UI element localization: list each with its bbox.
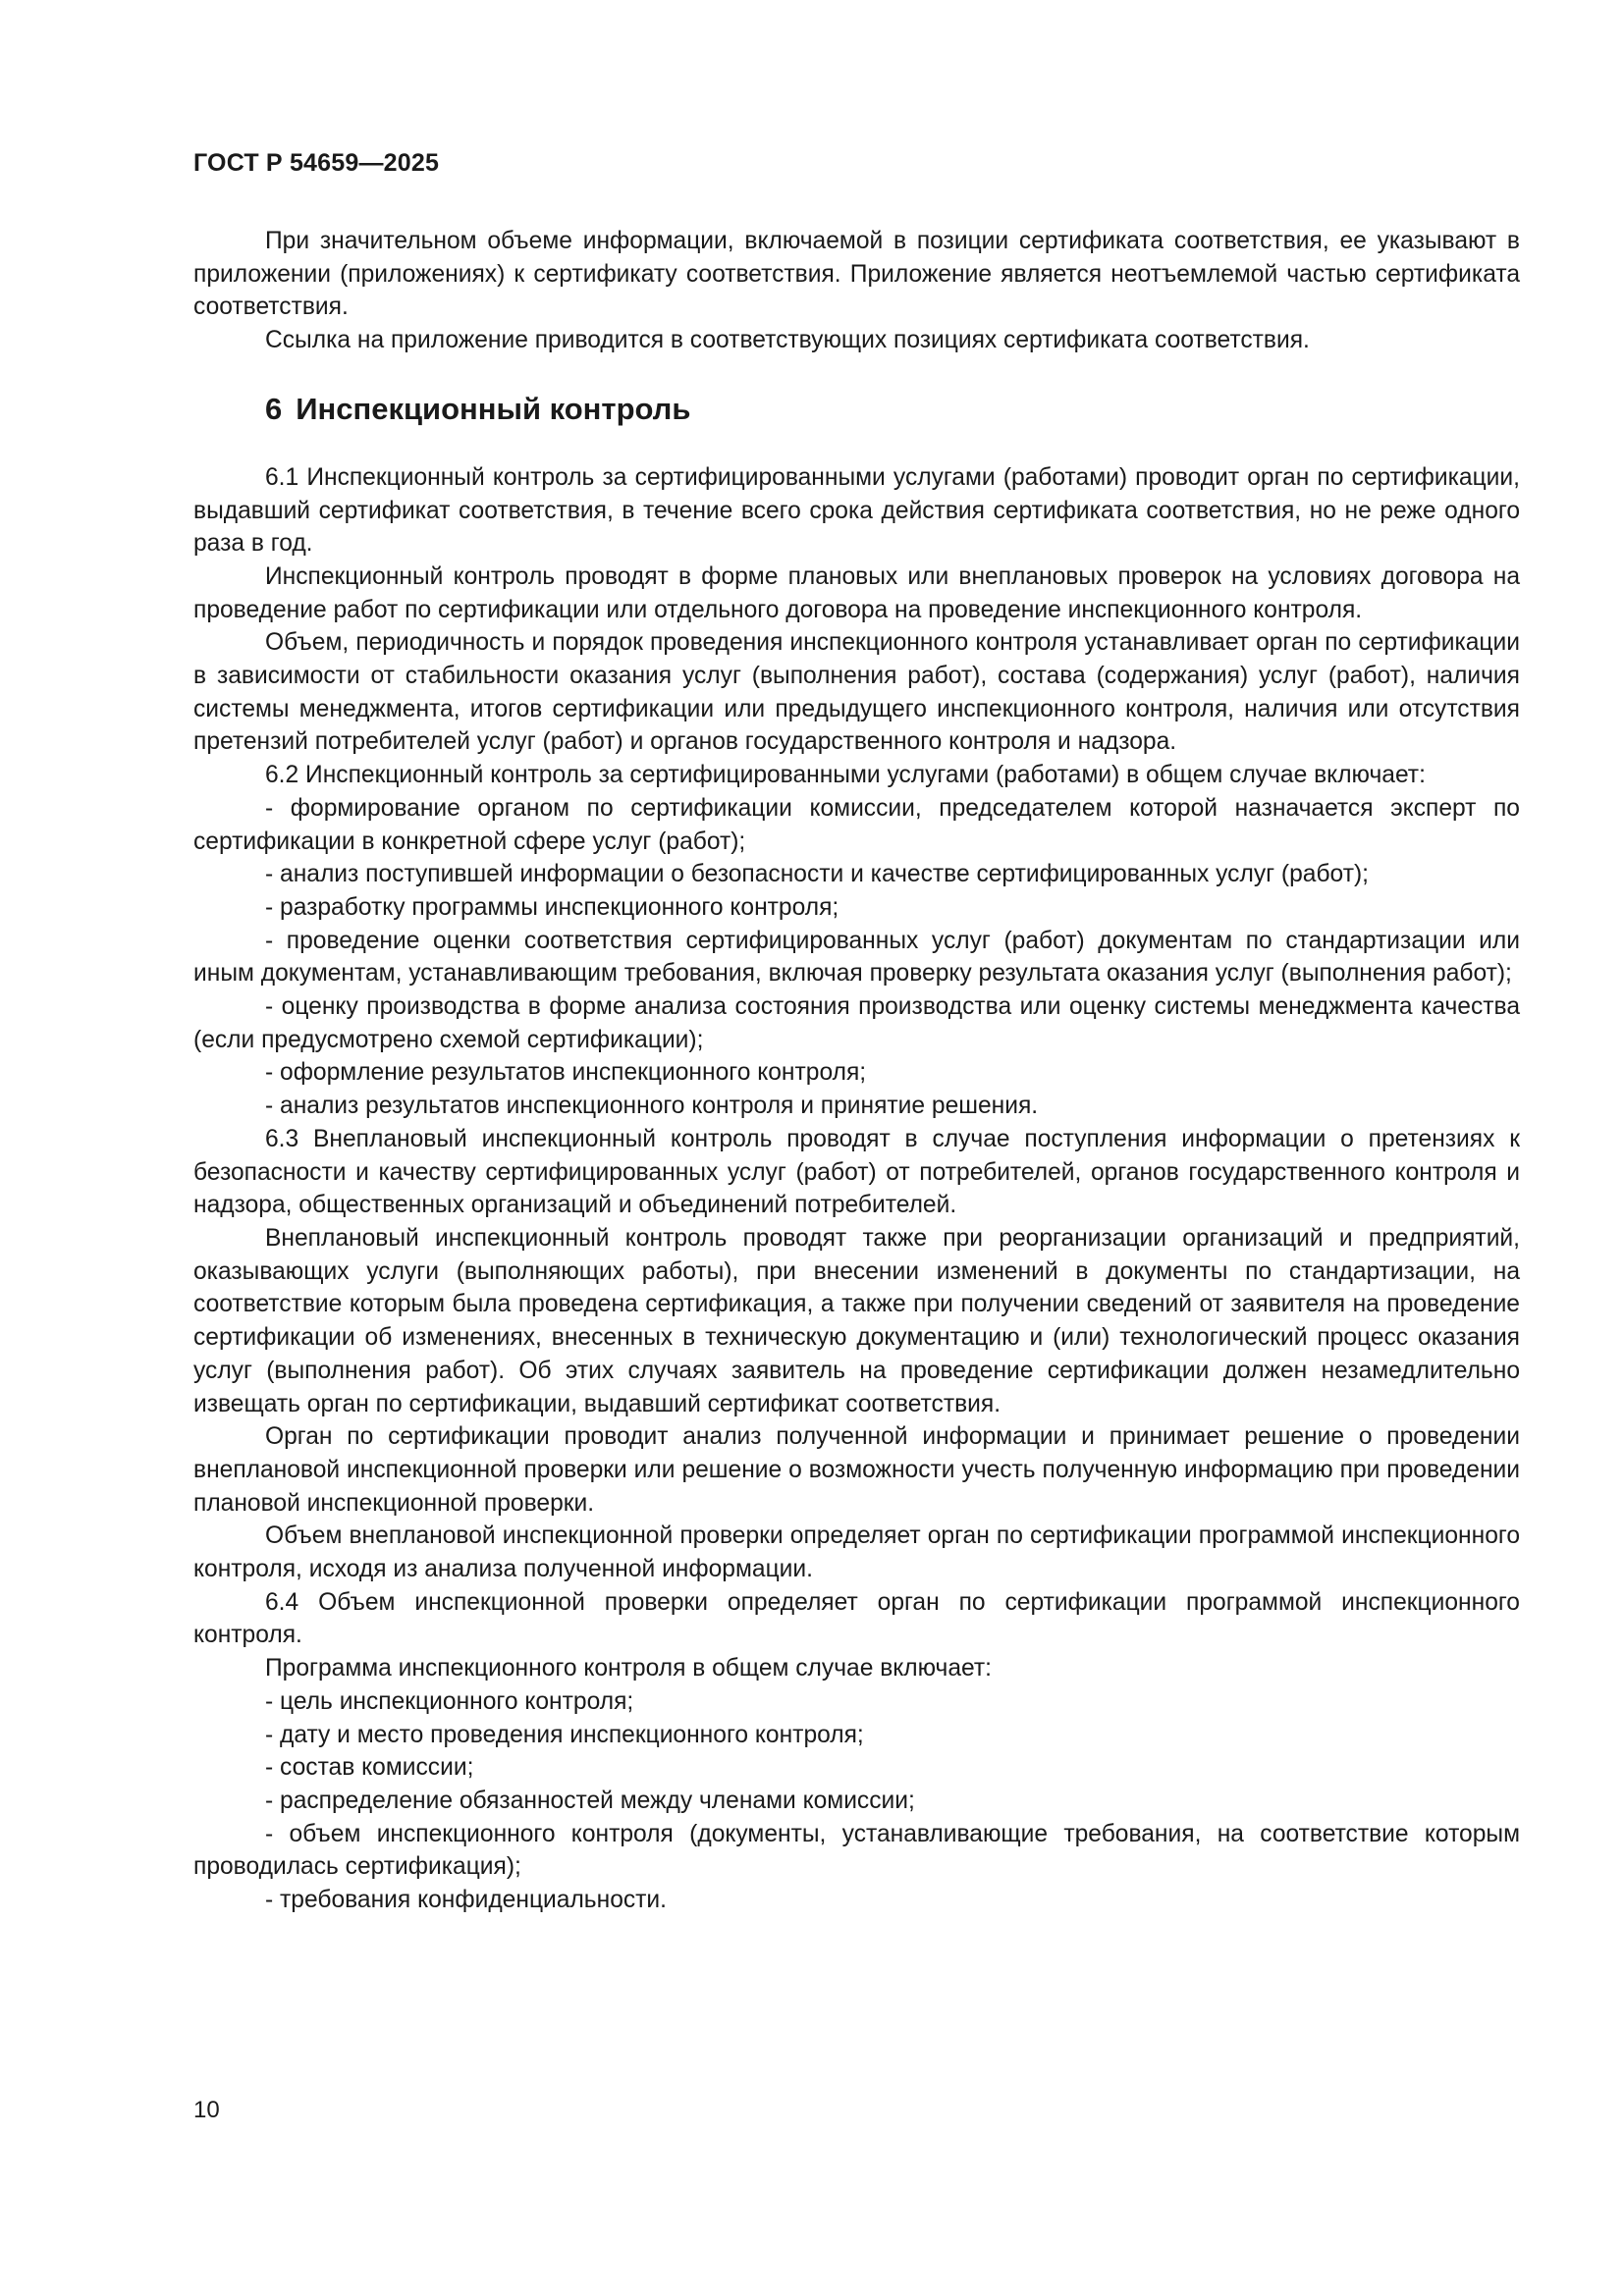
list-item: - формирование органом по сертификации комиссии, председателем которой назначается эксперт по сертификации в конкретной сфере услуг (работ); (193, 794, 1520, 855)
list-item: - проведение оценки соответствия сертифицированных услуг (работ) документам по стандартизации или иным документам, устанавливающим требования, включая проверку результата оказания услуг (выполнения работ); (193, 927, 1520, 988)
list-item: - анализ результатов инспекционного контроля и принятие решения. (265, 1093, 1039, 1120)
paragraph: 6.4 Объем инспекционной проверки определяет орган по сертификации программой инспекционного контроля. (193, 1588, 1520, 1649)
paragraph: Программа инспекционного контроля в общем случае включает: (265, 1655, 993, 1682)
section-number: 6 (265, 391, 283, 426)
section-heading (193, 390, 1520, 429)
list-item: - оформление результатов инспекционного контроля; (265, 1059, 867, 1087)
document-body (193, 225, 1520, 1917)
list-item: - объем инспекционного контроля (документы, устанавливающие требования, на соответствие которым проводилась сертификация); (193, 1820, 1520, 1881)
section-title: Инспекционный контроль (296, 391, 691, 426)
list-item: - разработку программы инспекционного контроля; (265, 893, 839, 921)
paragraph: Объем, периодичность и порядок проведения инспекционного контроля устанавливает орган по сертификации в зависимости от стабильности оказания услуг (выполнения работ), состава (содержания) услуг (работ), наличия системы менеджмента, итогов сертификации или предыдущего инспекционного контроля, наличия или отсутствия претензий потребителей услуг (работ) и органов государственного контроля и надзора. (193, 629, 1520, 756)
paragraph: Ссылка на приложение приводится в соответствующих позициях сертификата соответствия. (265, 327, 1310, 354)
paragraph: Орган по сертификации проводит анализ полученной информации и принимает решение о проведении внеплановой инспекционной проверки или решение о возможности учесть полученную информацию при проведении плановой инспекционной проверки. (193, 1423, 1520, 1517)
page-number: 10 (193, 2097, 220, 2123)
paragraph: Внеплановый инспекционный контроль проводят также при реорганизации организаций и предприятий, оказывающих услуги (выполняющих работы), при внесении изменений в документы по стандартизации, на соответствие которым была проведена сертификация, а также при получении сведений от заявителя на проведение сертификации об изменениях, внесенных в техническую документацию и (или) технологический процесс оказания услуг (выполнения работ). Об этих случаях заявитель на проведение сертификации должен незамедлительно извещать орган по сертификации, выдавший сертификат соответствия. (193, 1224, 1520, 1417)
list-item: - анализ поступившей информации о безопасности и качестве сертифицированных услуг (работ); (265, 861, 1369, 888)
list-item: - состав комиссии; (265, 1754, 474, 1782)
list-item: - цель инспекционного контроля; (265, 1687, 634, 1715)
paragraph: 6.3 Внеплановый инспекционный контроль проводят в случае поступления информации о претензиях к безопасности и качеству сертифицированных услуг (работ) от потребителей, органов государственного контроля и надзора, общественных организаций и объединений потребителей. (193, 1125, 1520, 1219)
paragraph: 6.2 Инспекционный контроль за сертифицированными услугами (работами) в общем случае включает: (265, 762, 1426, 789)
paragraph: 6.1 Инспекционный контроль за сертифицированными услугами (работами) проводит орган по сертификации, выдавший сертификат соответствия, в течение всего срока действия сертификата соответствия, но не реже одного раза в год. (193, 463, 1520, 558)
paragraph: Объем внеплановой инспекционной проверки определяет орган по сертификации программой инспекционного контроля, исходя из анализа полученной информации. (193, 1522, 1520, 1583)
list-item: - оценку производства в форме анализа состояния производства или оценку системы менеджмента качества (если предусмотрено схемой сертификации); (193, 993, 1520, 1053)
list-item: - требования конфиденциальности. (265, 1887, 668, 1914)
paragraph: Инспекционный контроль проводят в форме плановых или внеплановых проверок на условиях договора на проведение работ по сертификации или отдельного договора на проведение инспекционного контроля. (193, 562, 1520, 623)
list-item: - дату и место проведения инспекционного контроля; (265, 1721, 864, 1748)
document-header: ГОСТ Р 54659—2025 (193, 149, 440, 177)
list-item: - распределение обязанностей между членами комиссии; (265, 1787, 915, 1814)
paragraph: При значительном объеме информации, включаемой в позиции сертификата соответствия, ее указывают в приложении (приложениях) к сертификату соответствия. Приложение является неотъемлемой частью сертификата соответствия. (193, 228, 1520, 321)
